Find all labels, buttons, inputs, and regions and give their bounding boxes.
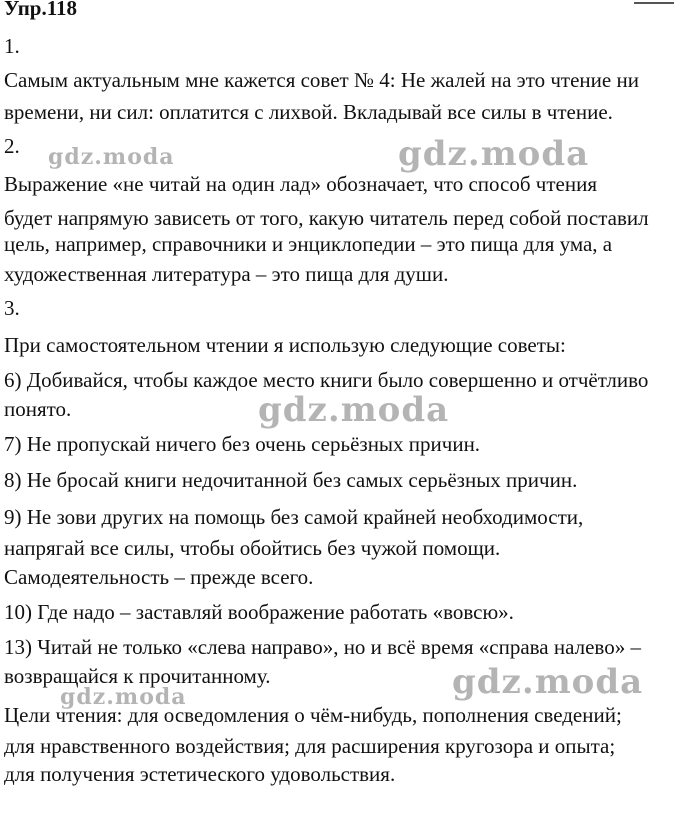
item-number-2: 2. [4,134,20,158]
goals-line-3: для получения эстетического удовольствия. [4,762,396,786]
goals-line-2: для нравственного воздействия; для расширения кругозора и опыта; [4,734,616,758]
answer-2-line-4: художественная литература – это пища для души. [4,262,449,286]
answer-2-line-2: будет напрямую зависеть от того, какую читатель перед собой поставил [4,206,649,230]
watermark: gdz.moda [60,684,187,710]
watermark: gdz.moda [48,144,175,170]
advice-13-line-1: 13) Читай не только «слева направо», но и всё время «справа налево» – [4,635,641,659]
advice-8: 8) Не бросай книги недочитанной без самых серьёзных причин. [4,468,578,492]
watermark: gdz.moda [258,390,450,430]
advice-6-line-2: понято. [4,397,72,421]
advice-6-line-1: 6) Добивайся, чтобы каждое место книги было совершенно и отчётливо [4,368,649,392]
advice-9-line-2: напрягай все силы, чтобы обойтись без чужой помощи. [4,536,501,560]
item-number-3: 3. [4,296,20,320]
answer-3-intro: При самостоятельном чтении я использую следующие советы: [4,333,566,357]
answer-1-line-1: Самым актуальным мне кажется совет № 4: Не жалей на это чтение ни [4,68,639,92]
watermark: gdz.moda [398,134,590,174]
advice-9-line-3: Самодеятельность – прежде всего. [4,565,314,589]
advice-7: 7) Не пропускай ничего без очень серьёзных причин. [4,432,481,456]
answer-1-line-2: времени, ни сил: оплатится с лихвой. Вкладывай все силы в чтение. [4,100,613,124]
advice-10: 10) Где надо – заставляй воображение работать «вовсю». [4,600,514,624]
advice-13-line-2: возвращайся к прочитанному. [4,664,271,688]
answer-2-line-3: цель, например, справочники и энциклопедии – это пища для ума, а [4,232,613,256]
exercise-title: Упр.118 [4,0,78,20]
watermark: gdz.moda [452,662,644,702]
advice-9-line-1: 9) Не зови других на помощь без самой крайней необходимости, [4,505,584,529]
corner-mark [634,0,674,4]
answer-2-line-1: Выражение «не читай на один лад» обозначает, что способ чтения [4,172,597,196]
item-number-1: 1. [4,34,20,58]
goals-line-1: Цели чтения: для осведомления о чём-нибудь, пополнения сведений; [4,703,622,727]
